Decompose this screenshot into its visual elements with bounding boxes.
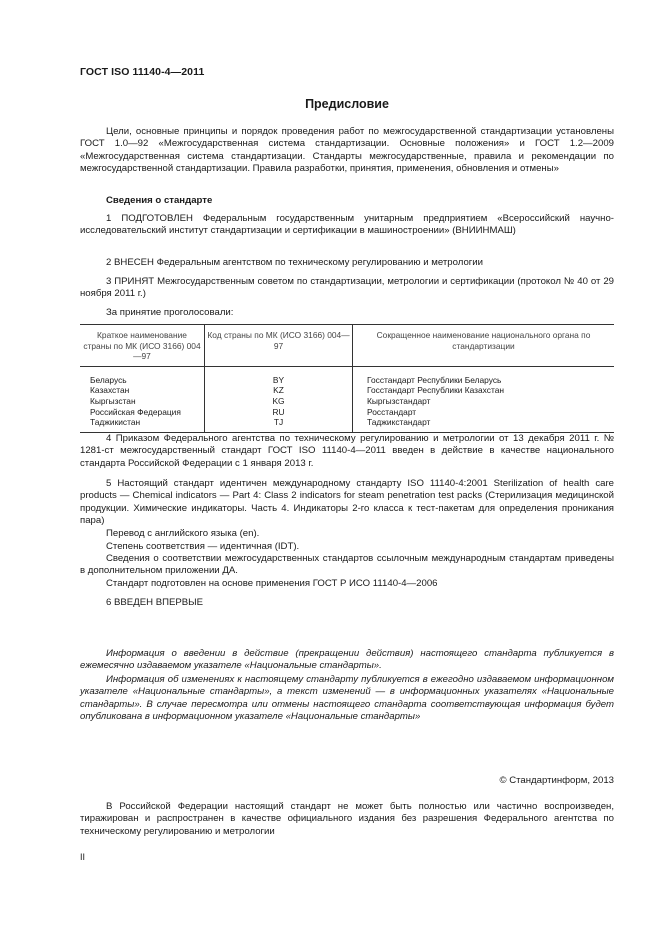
cell-country: Таджикистан xyxy=(80,417,205,432)
table-row xyxy=(80,366,614,385)
item-1-paragraph: 1 ПОДГОТОВЛЕН Федеральным государственным унитарным предприятием «Всероссийский научно-исследовательский институт стандартизации и сертификации в машиностроении» (ВНИИНМАШ) xyxy=(80,213,614,237)
info-paragraph-1: Информация о введении в действие (прекращении действия) настоящего стандарта публикуется в ежемесячно издаваемом указателе «Национальные стандарты». xyxy=(80,648,614,672)
cell-organization: Таджикстандарт xyxy=(367,417,431,428)
info-paragraph-2: Информация об изменениях к настоящему стандарту публикуется в ежегодно издаваемом информационном указателе «Национальные стандарты», а текст изменений — в информационных указателях «Национальные стандарты». В случае пересмотра или отмены настоящего стандарта соответствующая информация будет опубликована в информационном указателе «Национальные стандарты» xyxy=(80,674,614,723)
conformity-note: Степень соответствия — идентичная (IDT). xyxy=(106,541,300,552)
cell-country: Казахстан xyxy=(80,385,205,396)
item-6-paragraph: 6 ВВЕДЕН ВПЕРВЫЕ xyxy=(106,597,204,608)
copyright-notice: © Стандартинформ, 2013 xyxy=(499,775,614,786)
item-3-paragraph: 3 ПРИНЯТ Межгосударственным советом по стандартизации, метрологии и сертификации (протокол № 40 от 29 ноября 2011 г.) xyxy=(80,276,614,300)
cell-country: Кыргызстан xyxy=(80,396,205,407)
item-2-paragraph: 2 ВНЕСЕН Федеральным агентством по техническому регулированию и метрологии xyxy=(106,257,484,268)
cell-organization: Госстандарт Республики Казахстан xyxy=(367,385,504,396)
column-header-code: Код страны по МК (ИСО 3166) 004—97 xyxy=(205,325,353,367)
cell-code: KZ xyxy=(205,385,353,396)
references-note: Сведения о соответствии межгосударственных стандартов ссылочным международным стандартам приведены в дополнительном приложении ДА. xyxy=(80,553,614,577)
voting-intro: За принятие проголосовали: xyxy=(106,307,234,318)
cell-code: TJ xyxy=(205,417,353,432)
column-header-country: Краткое наименование страны по МК (ИСО 3166) 004—97 xyxy=(80,325,205,367)
table-row xyxy=(80,385,614,396)
table-header-row xyxy=(80,325,614,367)
cell-code: KG xyxy=(205,396,353,407)
cell-country: Российская Федерация xyxy=(80,407,205,418)
voting-table xyxy=(80,324,614,433)
intro-paragraph: Цели, основные принципы и порядок проведения работ по межгосударственной стандартизации установлены ГОСТ 1.0—92 «Межгосударственная система стандартизации. Основные положения» и ГОСТ 1.2—2009 «Межгосударственная система стандартизации. Стандарты межгосударственные, правила и рекомендации по межгосударственной стандартизации. Правила разработки, принятия, применения, обновления и отмены» xyxy=(80,126,614,175)
column-header-organization: Сокращенное наименование национального органа по стандартизации xyxy=(353,325,615,367)
item-5-paragraph: 5 Настоящий стандарт идентичен международному стандарту ISO 11140-4:2001 Sterilization of health care products — Chemical indicators — Part 4: Class 2 indicators for steam penetration test packs (Стерилизация медицинской продукции. Химические индикаторы. Часть 4. Индикаторы 2-го класса к тест-пакетам для определения проникания пара) xyxy=(80,478,614,527)
section-heading: Сведения о стандарте xyxy=(106,195,213,206)
cell-code: BY xyxy=(205,366,353,385)
cell-code: RU xyxy=(205,407,353,418)
item-4-paragraph: 4 Приказом Федерального агентства по техническому регулированию и метрологии от 13 декабря 2011 г. № 1281-ст межгосударственный стандарт ГОСТ ISO 11140-4—2011 введен в действие в качестве национального стандарта Российской Федерации с 1 января 2013 г. xyxy=(80,433,614,469)
table-row xyxy=(80,407,614,418)
table-row xyxy=(80,417,614,432)
cell-organization: Госстандарт Республики Беларусь xyxy=(367,374,502,385)
cell-organization: Росстандарт xyxy=(367,406,417,417)
cell-country: Беларусь xyxy=(80,366,205,385)
page-title: Предисловие xyxy=(305,97,389,111)
table-row xyxy=(80,396,614,407)
cell-organization: Кыргызстандарт xyxy=(367,395,431,406)
reproduction-notice: В Российской Федерации настоящий стандарт не может быть полностью или частично воспроизведен, тиражирован и распространен в качестве официального издания без разрешения Федерального агентства по техническому регулированию и метрологии xyxy=(80,801,614,837)
page-number: II xyxy=(80,852,86,862)
document-header: ГОСТ ISO 11140-4—2011 xyxy=(80,66,205,78)
translation-note: Перевод с английского языка (en). xyxy=(106,528,260,539)
basis-note: Стандарт подготовлен на основе применения ГОСТ Р ИСО 11140-4—2006 xyxy=(106,578,438,589)
